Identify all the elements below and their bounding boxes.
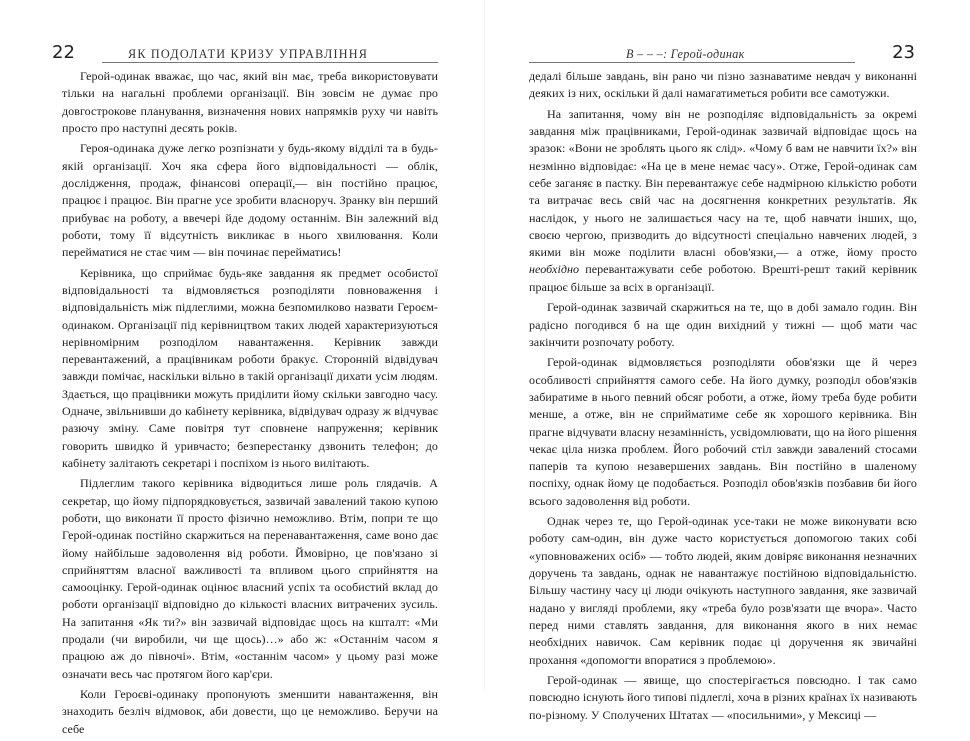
paragraph-text: На запитання, чому він не розподіляє відповідальність за окремі завдання між працівниками, Герой-одинак зазвичай відповідає щось на зразок: «Вони не зроблять цього як слід». «Чому б вам не навчити їх?» він незмінно відповідає: «На це в мене немає часу». Отже, Герой-одинак сам себе заганяє в пастку. Він перевантажує себе надмірною кількістю роботи та витрачає весь свій час на досягнення конкретних результатів. Як наслідок, у нього не залишається часу на те, щоб навчати інших, що, своєю чергою, призводить до відсутності спеціально навчених людей, з якими він може поділити власні обов'язки,— а отже, йому просто bbox=[529, 106, 917, 260]
paragraph: Герой-одинак — явище, що спостерігається повсюдно. І так само повсюдно існують його типові підлеглі, хоча в різних країнах їх називають по-різному. У Сполучених Штатах — «посильними», у Мексиці — bbox=[529, 673, 917, 722]
left-page-header bbox=[52, 42, 438, 64]
emphasis-text: необхідно bbox=[529, 262, 580, 277]
paragraph: Герой-одинак вважає, що час, який він має, треба використовувати тільки на нагальні проблеми організації. Він зовсім не думає про довгострокове планування, визначення нових напрямків руху чи навіть просто про наступні десять років. bbox=[62, 69, 438, 135]
paragraph: Герой-одинак відмовляється розподіляти обов'язки ще й через особливості сприйняття самого себе. На його думку, розподіл обов'язків забиратиме в нього певний обсяг роботи, а отже, йому треба буде робити менше, а отже, він не сприйматиме себе як хорошого керівника. Він прагне відчувати власну незамінність, усвідомлювати, що на його рішення чекає ціла низка проблем. Його робочий стіл завжди завалений стосами паперів та купою незавершених завдань. Він постійно в шаленому поспіху, однак йому це подобається. Розподіл обов'язків позбавив би його всього задоволення від роботи. bbox=[529, 355, 917, 508]
running-head: ЯК ПОДОЛАТИ КРИЗУ УПРАВЛІННЯ bbox=[128, 47, 369, 61]
header-rule bbox=[529, 62, 855, 63]
left-page-text bbox=[62, 68, 438, 741]
right-page-header bbox=[529, 42, 915, 64]
right-page bbox=[486, 0, 970, 722]
paragraph: Однак через те, що Герой-одинак усе-таки не може виконувати всю роботу сам-один, він дуже часто користується допомогою таких собі «уповноважених осіб» — тобто людей, яким довіряє виконання незначних доручень та завдань, однак не навантажує постійною відповідальністю. Більшу частину часу ці люди очікують наступного завдання, яке зазвичай надано у вигляді проблеми, яку «треба було розв'язати ще вчора». Часто перед ними ставлять завдання, для виконання якого в них немає необхідних навичок. Сам керівник подає ці доручення як звичайні прохання «допомогти впоратися з проблемою». bbox=[529, 514, 917, 667]
paragraph: дедалі більше завдань, він рано чи пізно зазнаватиме невдач у виконанні деяких із них, оскільки й далі намагатиметься робити все самотужки. bbox=[529, 69, 917, 101]
paragraph bbox=[529, 106, 917, 296]
page-number: 22 bbox=[52, 42, 75, 63]
paragraph: Героя-одинака дуже легко розпізнати у будь-якому відділі та в будь-якій організації. Хоч яка сфера його відповідальності — облік, дослідження, продаж, фінансові операції,— він постійно працює, працює і працює. Він прагне усе зробити власноруч. Зранку він перший прибуває на роботу, а ввечері йде додому останнім. Він залежний від роботи, тому її відсутність викликає в нього хвилювання. Коли перейматися не стає чим — він починає перейматись! bbox=[62, 141, 438, 260]
paragraph: Підлеглим такого керівника відводиться лише роль глядачів. А секретар, що йому підпорядковується, зазвичай завалений такою купою роботи, що виконати її просто фізично неможливо. Втім, попри те що Герой-одинак постійно скаржиться на перенавантаження, саме воно дає йому найбільше задоволення від роботи. Ймовірно, це пов'язано зі сприйняттям власної важливості та впливом цього сприйняття на самооцінку. Герой-одинак оцінює власний успіх та особистий вклад до роботи організації відповідно до кількості власних витрачених зусиль. На запитання «Як ти?» він зазвичай відповідає щось на кшталт: «Ми продали (чи виробили, чи ще щось)…» або ж: «Останнім часом я працюю аж до півночі». Втім, «останнім часом» у цьому разі може означати весь час протягом його кар'єри. bbox=[62, 476, 438, 681]
header-rule bbox=[102, 62, 438, 63]
page-number: 23 bbox=[892, 42, 915, 63]
paragraph: Герой-одинак зазвичай скаржиться на те, що в добі замало годин. Він радісно погодився б на ще один вихідний у тижні — щоб мати час закінчити розпочату роботу. bbox=[529, 300, 917, 349]
paragraph: Керівника, що сприймає будь-яке завдання як предмет особистої відповідальності та відмовляється розподіляти повноваження і відповідальність між підлеглими, можна безпомилково назвати Героєм-одинаком. Організації під керівництвом таких людей характеризуються нерівномірним розподілом навантаження. Керівник завжди перевантажений, а працівникам роботи бракує. Сторонній відвідувач завжди помічає, наскільки вільно в такій організації дихати усім людям. Здається, що працівники можуть приділити йому скільки завгодно часу. Одначе, звільнивши до кабінету керівника, відвідувач одразу ж відчуває разючу зміну. Саме повітря тут сповнене напруження; керівник говорить швидко й уривчасто; безперестанку дзвонить телефон; до кабінету залітають секретарі і поспіхом із нього вилітають. bbox=[62, 265, 438, 470]
paragraph-text: перевантажувати себе роботою. Врешті-решт такий керівник працює більше за всіх в організації. bbox=[529, 262, 917, 294]
running-head: В – – –: Герой-одинак bbox=[626, 47, 745, 61]
paragraph: Коли Героєві-одинаку пропонують зменшити навантаження, він знаходить безліч відмовок, аби довести, що це неможливо. Беручи на себе bbox=[62, 687, 438, 736]
right-page-text bbox=[529, 68, 917, 727]
left-page bbox=[0, 0, 484, 736]
